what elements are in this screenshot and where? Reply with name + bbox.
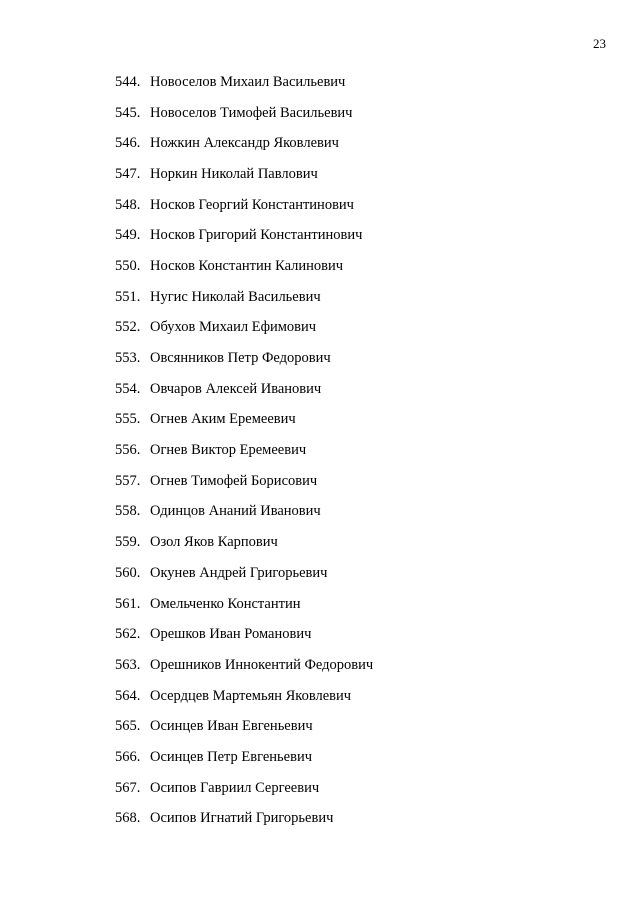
list-item xyxy=(115,435,373,466)
list-item xyxy=(115,343,373,374)
list-item xyxy=(115,67,373,98)
entry-name: Орешков Иван Романович xyxy=(150,626,312,643)
entry-name: Осипов Гавриил Сергеевич xyxy=(150,779,320,796)
entry-name: Огнев Тимофей Борисович xyxy=(150,472,318,489)
entry-number: 556. xyxy=(115,442,141,459)
entry-number: 547. xyxy=(115,165,141,182)
entry-name: Овчаров Алексей Иванович xyxy=(150,380,322,397)
list-item xyxy=(115,374,373,405)
list-item xyxy=(115,98,373,129)
entry-number: 568. xyxy=(115,810,141,827)
entry-name: Норкин Николай Павлович xyxy=(150,165,318,182)
list-item xyxy=(115,711,373,742)
entry-number: 565. xyxy=(115,718,141,735)
entry-number: 555. xyxy=(115,411,141,428)
entry-number: 549. xyxy=(115,227,141,244)
entry-number: 563. xyxy=(115,656,141,673)
entry-name: Ножкин Александр Яковлевич xyxy=(150,135,339,152)
list-item xyxy=(115,159,373,190)
entry-number: 557. xyxy=(115,472,141,489)
list-item xyxy=(115,742,373,773)
list-item xyxy=(115,497,373,528)
entry-name: Омельченко Константин xyxy=(150,595,301,612)
entry-number: 552. xyxy=(115,319,141,336)
entry-name: Осинцев Петр Евгеньевич xyxy=(150,748,312,765)
entry-name: Орешников Иннокентий Федорович xyxy=(150,656,374,673)
entry-name: Носков Константин Калинович xyxy=(150,257,344,274)
list-item xyxy=(115,313,373,344)
entry-number: 566. xyxy=(115,748,141,765)
entry-name: Обухов Михаил Ефимович xyxy=(150,319,317,336)
list-item xyxy=(115,558,373,589)
entry-name: Огнев Виктор Еремеевич xyxy=(150,442,307,459)
entry-number: 544. xyxy=(115,73,141,90)
entry-number: 554. xyxy=(115,380,141,397)
entry-number: 559. xyxy=(115,534,141,551)
list-item xyxy=(115,589,373,620)
entry-name: Новоселов Михаил Васильевич xyxy=(150,73,346,90)
entry-number: 564. xyxy=(115,687,141,704)
list-item xyxy=(115,251,373,282)
list-item xyxy=(115,619,373,650)
entry-name: Овсянников Петр Федорович xyxy=(150,350,331,367)
list-item xyxy=(115,466,373,497)
entry-number: 545. xyxy=(115,104,141,121)
entry-number: 546. xyxy=(115,135,141,152)
entry-name: Новоселов Тимофей Васильевич xyxy=(150,104,353,121)
entry-name: Окунев Андрей Григорьевич xyxy=(150,564,328,581)
entry-number: 561. xyxy=(115,595,141,612)
entry-name: Озол Яков Карпович xyxy=(150,534,278,551)
entry-number: 558. xyxy=(115,503,141,520)
entry-name: Носков Георгий Константинович xyxy=(150,196,354,213)
name-list xyxy=(115,67,373,834)
entry-number: 550. xyxy=(115,257,141,274)
list-item xyxy=(115,128,373,159)
entry-number: 551. xyxy=(115,288,141,305)
list-item xyxy=(115,282,373,313)
entry-name: Осинцев Иван Евгеньевич xyxy=(150,718,313,735)
list-item xyxy=(115,220,373,251)
list-item xyxy=(115,681,373,712)
entry-number: 548. xyxy=(115,196,141,213)
page-number: 23 xyxy=(593,36,606,51)
list-item xyxy=(115,527,373,558)
list-item xyxy=(115,804,373,835)
list-item xyxy=(115,190,373,221)
entry-name: Нугис Николай Васильевич xyxy=(150,288,321,305)
entry-name: Огнев Аким Еремеевич xyxy=(150,411,296,428)
entry-name: Одинцов Ананий Иванович xyxy=(150,503,321,520)
entry-number: 562. xyxy=(115,626,141,643)
list-item xyxy=(115,650,373,681)
entry-number: 553. xyxy=(115,350,141,367)
entry-name: Носков Григорий Константинович xyxy=(150,227,363,244)
list-item xyxy=(115,405,373,436)
entry-name: Осердцев Мартемьян Яковлевич xyxy=(150,687,352,704)
list-item xyxy=(115,773,373,804)
entry-number: 567. xyxy=(115,779,141,796)
entry-number: 560. xyxy=(115,564,141,581)
entry-name: Осипов Игнатий Григорьевич xyxy=(150,810,334,827)
